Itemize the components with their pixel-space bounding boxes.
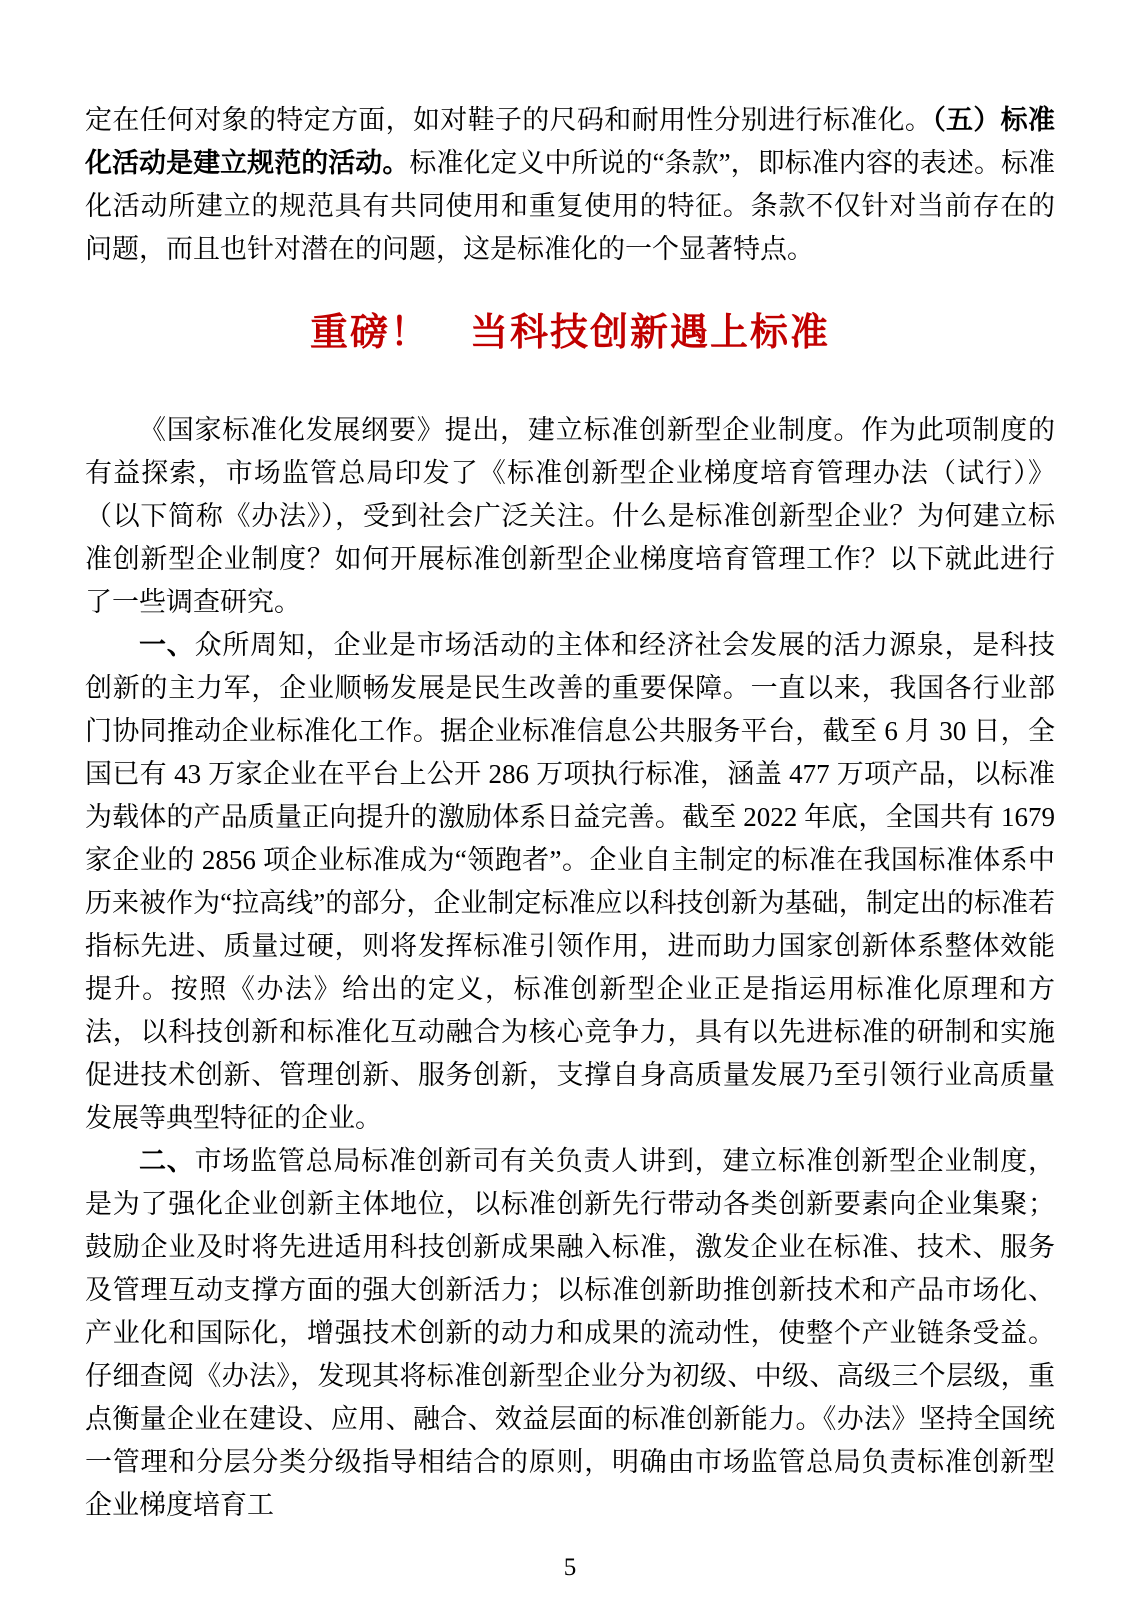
paragraph-1: [85, 409, 1055, 624]
paragraph-intro-bold-run: （五）标准化活动是建立规范的活动。: [85, 105, 1056, 178]
paragraph-3-lead: 二、: [139, 1146, 195, 1176]
paragraph-intro-run-1: 定在任何对象的特定方面，如对鞋子的尺码和耐用性分别进行标准化。: [85, 105, 933, 135]
paragraph-3: [85, 1140, 1055, 1527]
page-number: 5: [563, 1554, 577, 1581]
paragraph-3-text: 市场监管总局标准创新司有关负责人讲到，建立标准创新型企业制度，是为了强化企业创新主体地位，以标准创新先行带动各类创新要素向企业集聚；鼓励企业及时将先进适用科技创新成果融入标准，激发企业在标准、技术、服务及管理互动支撑方面的强大创新活力；以标准创新助推创新技术和产品市场化、产业化和国际化，增强技术创新的动力和成果的流动性，使整个产业链条受益。仔细查阅《办法》，发现其将标准创新型企业分为初级、中级、高级三个层级，重点衡量企业在建设、应用、融合、效益层面的标准创新能力。《办法》坚持全国统一管理和分层分类分级指导相结合的原则，明确由市场监管总局负责标准创新型企业梯度培育工: [85, 1146, 1055, 1520]
paragraph-intro: [85, 99, 1055, 271]
paragraph-2-text: 众所周知，企业是市场活动的主体和经济社会发展的活力源泉，是科技创新的主力军，企业顺畅发展是民生改善的重要保障。一直以来，我国各行业部门协同推动企业标准化工作。据企业标准信息公共服务平台，截至 6 月 30 日，全国已有 43 万家企业在平台上公开 286 万项执行标准，涵盖 477 万项产品，以标准为载体的产品质量正向提升的激励体系日益完善。截至 2022 年底，全国共有 1679 家企业的 2856 项企业标准成为“领跑者”。企业自主制定的标准在我国标准体系中历来被作为“拉高线”的部分，企业制定标准应以科技创新为基础，制定出的标准若指标先进、质量过硬，则将发挥标准引领作用，进而助力国家创新体系整体效能提升。按照《办法》给出的定义，标准创新型企业正是指运用标准化原理和方法，以科技创新和标准化互动融合为核心竞争力，具有以先进标准的研制和实施促进技术创新、管理创新、服务创新，支撑自身高质量发展乃至引领行业高质量发展等典型特征的企业。: [85, 630, 1055, 1133]
paragraph-intro-run-2: 标准化定义中所说的“条款”，即标准内容的表述。标准化活动所建立的规范具有共同使用和重复使用的特征。条款不仅针对当前存在的问题，而且也针对潜在的问题，这是标准化的一个显著特点。: [85, 148, 1055, 264]
paragraph-2: [85, 624, 1055, 1140]
paragraph-1-text: 《国家标准化发展纲要》提出，建立标准创新型企业制度。作为此项制度的有益探索，市场监管总局印发了《标准创新型企业梯度培育管理办法（试行）》（以下简称《办法》），受到社会广泛关注。什么是标准创新型企业？为何建立标准创新型企业制度？如何开展标准创新型企业梯度培育管理工作？以下就此进行了一些调查研究。: [85, 415, 1055, 617]
paragraph-2-lead: 一、: [139, 630, 195, 660]
article-title: 重磅！ 当科技创新遇上标准: [309, 312, 830, 354]
